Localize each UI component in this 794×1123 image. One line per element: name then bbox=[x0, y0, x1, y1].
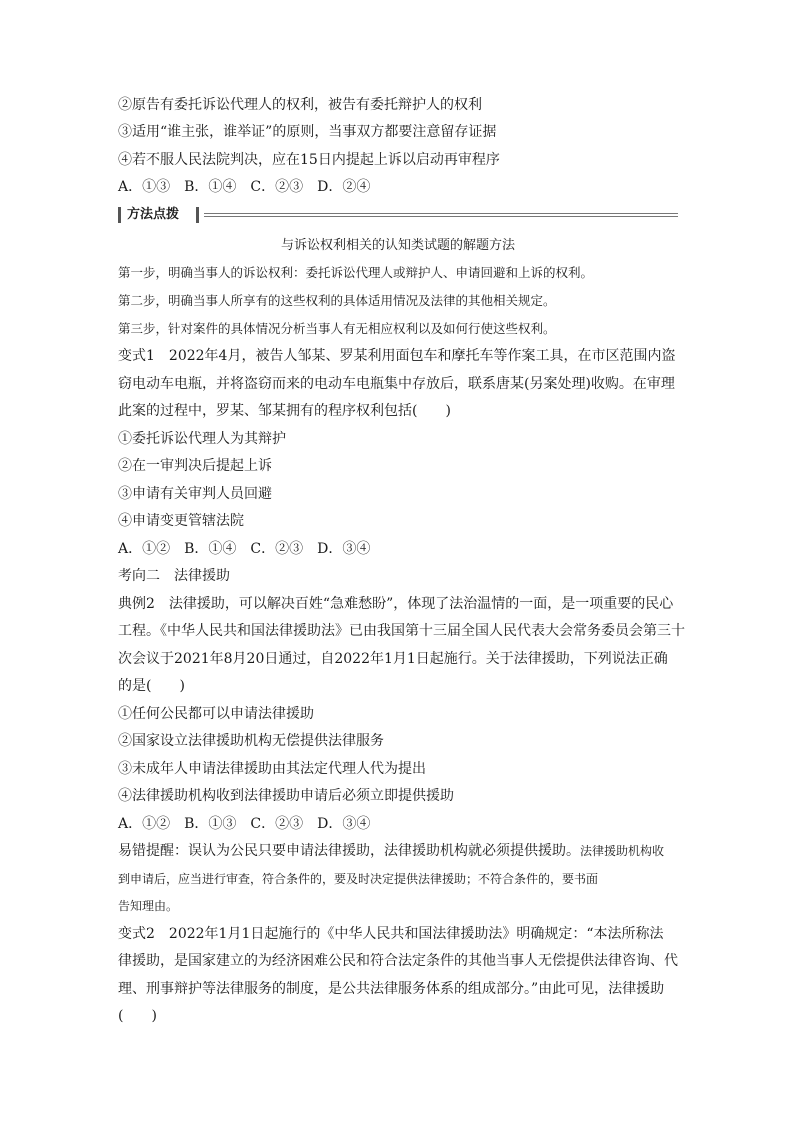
header-bar-left bbox=[118, 207, 121, 223]
example2-line-1: 典例2 法律援助，可以解决百姓“急难愁盼”，体现了法治温情的一面，是一项重要的民心 bbox=[118, 595, 674, 612]
variant2-line-1: 变式2 2022年1月1日起施行的《中华人民共和国法律援助法》明确规定：“本法所称法 bbox=[118, 925, 664, 942]
document-page bbox=[118, 92, 685, 1031]
option-c: C．②③ bbox=[250, 815, 304, 832]
top-item-4: ④若不服人民法院判决，应在15日内提起上诉以启动再审程序 bbox=[118, 151, 500, 168]
method-step-2: 第二步，明确当事人所享有的这些权利的具体适用情况及法律的其他相关规定。 bbox=[118, 293, 556, 309]
option-a: A．①② bbox=[118, 815, 171, 832]
example2-options bbox=[118, 811, 678, 839]
tip-rest-1: 法律援助机构收 bbox=[580, 844, 665, 859]
header-rule bbox=[204, 213, 678, 217]
option-a: A．①② bbox=[118, 540, 171, 557]
tip-line-3 bbox=[118, 893, 678, 921]
variant2-line-4: ( ) bbox=[118, 1008, 157, 1025]
variant1-item-4: ④申请变更管辖法院 bbox=[118, 513, 244, 530]
top-options bbox=[118, 174, 678, 201]
method-header-label: 方法点拨 bbox=[127, 203, 181, 227]
option-b: B．①④ bbox=[184, 540, 237, 557]
section-heading: 考向二 法律援助 bbox=[118, 568, 230, 585]
variant1-item-2: ②在一审判决后提起上诉 bbox=[118, 458, 272, 475]
tip-lead: 误认为公民只要申请法律援助，法律援助机构就必须提供援助。 bbox=[188, 843, 580, 860]
tip-rest-2: 到申请后，应当进行审查，符合条件的，要及时决定提供法律援助；不符合条件的，要书面 bbox=[118, 871, 599, 886]
tip-label: 易错提醒： bbox=[118, 843, 188, 860]
example2-line-2: 工程。《中华人民共和国法律援助法》已由我国第十三届全国人民代表大会常务委员会第三十 bbox=[118, 623, 685, 640]
variant2-line-3: 理、刑事辩护等法律服务的制度，是公共法律服务体系的组成部分。”由此可见，法律援助 bbox=[118, 980, 665, 997]
option-d: D．③④ bbox=[317, 815, 371, 832]
tip-rest-3: 告知理由。 bbox=[118, 899, 179, 914]
example2-line-3: 次会议于2021年8月20日通过，自2022年1月1日起施行。关于法律援助，下列说法正确 bbox=[118, 650, 668, 667]
top-item-2: ②原告有委托诉讼代理人的权利，被告有委托辩护人的权利 bbox=[118, 97, 482, 113]
method-title: 与诉讼权利相关的认知类试题的解题方法 bbox=[280, 238, 515, 254]
tip-line-2 bbox=[118, 866, 678, 894]
option-b: B．①③ bbox=[184, 815, 237, 832]
top-item-3: ③适用“谁主张，谁举证”的原则，当事双方都要注意留存证据 bbox=[118, 124, 497, 141]
method-step-1: 第一步，明确当事人的诉讼权利：委托诉讼代理人或辩护人、申请回避和上诉的权利。 bbox=[118, 265, 594, 281]
option-c: C．②③ bbox=[250, 178, 304, 195]
example2-item-4: ④法律援助机构收到法律援助申请后必须立即提供援助 bbox=[118, 788, 454, 805]
example2-item-2: ②国家设立法律援助机构无偿提供法律服务 bbox=[118, 733, 384, 750]
example2-line-4: 的是( ) bbox=[118, 678, 185, 695]
variant1-item-3: ③申请有关审判人员回避 bbox=[118, 485, 272, 502]
variant1-line-3: 此案的过程中，罗某、邹某拥有的程序权利包括( ) bbox=[118, 403, 451, 420]
option-d: D．②④ bbox=[317, 178, 371, 195]
method-step-3: 第三步，针对案件的具体情况分析当事人有无相应权利以及如何行使这些权利。 bbox=[118, 321, 556, 337]
header-bar-right bbox=[196, 207, 199, 223]
option-c: C．②③ bbox=[250, 540, 304, 557]
example2-item-3: ③未成年人申请法律援助由其法定代理人代为提出 bbox=[118, 760, 426, 777]
variant2-line-2: 律援助，是国家建立的为经济困难公民和符合法定条件的其他当事人无偿提供法律咨询、代 bbox=[118, 953, 678, 970]
tip-line-1 bbox=[118, 838, 678, 866]
option-a: A．①③ bbox=[118, 178, 171, 195]
option-b: B．①④ bbox=[184, 178, 237, 195]
option-d: D．③④ bbox=[317, 540, 371, 557]
variant1-line-2: 窃电动车电瓶，并将盗窃而来的电动车电瓶集中存放后，联系唐某(另案处理)收购。在审理 bbox=[118, 375, 675, 392]
variant1-item-1: ①委托诉讼代理人为其辩护 bbox=[118, 430, 286, 447]
variant1-line-1: 变式1 2022年4月，被告人邹某、罗某利用面包车和摩托车等作案工具，在市区范围内盗 bbox=[118, 348, 676, 365]
method-header bbox=[118, 203, 678, 229]
example2-item-1: ①任何公民都可以申请法律援助 bbox=[118, 705, 314, 722]
variant1-options bbox=[118, 536, 678, 564]
